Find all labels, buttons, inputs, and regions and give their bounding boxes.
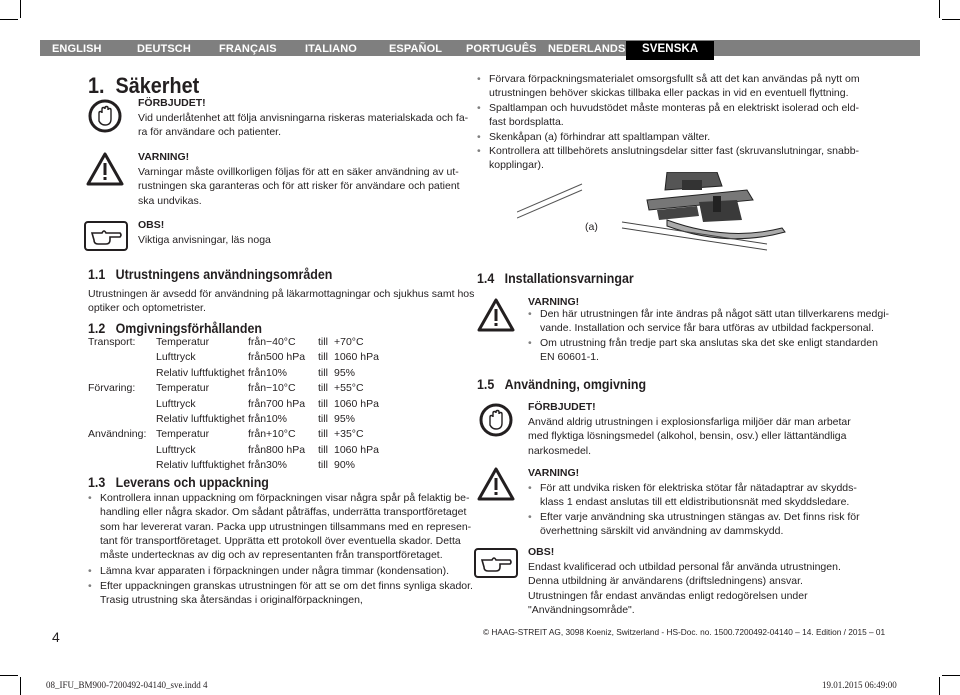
table-cell-param: Relativ luftfuktighet — [156, 413, 245, 425]
table-cell-v1: 10% — [266, 366, 288, 379]
table-cell-param: Relativ luftfuktighet — [156, 459, 245, 472]
lang-tab-nederlands[interactable]: NEDERLANDS — [548, 43, 626, 55]
table-cell-to: till — [318, 459, 328, 472]
table-cell-group: Transport: — [88, 336, 136, 348]
pointing-hand-note-icon — [84, 221, 128, 251]
table-cell-group: Förvaring: — [88, 382, 136, 395]
prohibition-label: FÖRBJUDET! — [528, 401, 596, 413]
list-item: • Kontrollera att tillbehörets anslutningsdelar sitter fast (skruvanslutningar, snabb- kopplingar). — [477, 144, 859, 173]
note-text: Viktiga anvisningar, läs noga — [138, 234, 271, 246]
prohibition-text: Använd aldrig utrustningen i explosionsfarliga miljöer där man arbetar med flyktiga lösningsmedel (alkohol, bensin, osv.) eller lättantändliga narkosmedel. — [528, 416, 851, 457]
table-cell-from: från — [248, 382, 267, 395]
paragraph-1-1: Utrustningen är avsedd för användning på läkarmottagningar och sjukhus samt hos optiker och optometrister. — [88, 288, 475, 315]
page-number: 4 — [52, 629, 60, 645]
pointing-hand-note-icon — [474, 548, 518, 578]
table-cell-from: från — [248, 428, 267, 441]
table-cell-v2: 95% — [334, 413, 356, 425]
warning-text — [138, 165, 460, 208]
table-cell-param: Temperatur — [156, 336, 210, 348]
table-cell-v2: 1060 hPa — [334, 443, 379, 456]
list-item: • För att undvika risken för elektriska stötar får nätadaptrar av skydds- klass 1 endast anslutas till ett eldistributionsnät med skyddsledare. — [528, 481, 857, 510]
heading-1-4: 1.4 Installationsvarningar — [477, 271, 634, 286]
list-item: • Om utrustning från tredje part ska anslutas ska det ske enligt standarden EN 60601-1. — [528, 336, 878, 365]
prohibition-line: Vid underlåtenhet att följa anvisningarna riskeras materialskada och fa- — [138, 112, 469, 124]
table-cell-from: från — [248, 397, 267, 410]
table-cell-v1: 800 hPa — [266, 443, 306, 456]
lang-tab-portugues[interactable]: PORTUGUÊS — [466, 43, 537, 55]
prohibition-hand-icon — [479, 403, 513, 437]
prohibition-line: ra för användare och patienter. — [138, 126, 282, 139]
copyright-line: © HAAG-STREIT AG, 3098 Koeniz, Switzerland - HS-Doc. no. 1500.7200492-04140 – 14. Edition / 2015 – 01 — [483, 627, 886, 637]
heading-1-5: 1.5 Användning, omgivning — [477, 377, 647, 392]
table-cell-from: från — [248, 351, 267, 364]
lang-tab-espanol[interactable]: ESPAÑOL — [389, 43, 443, 55]
table-cell-v2: +35°C — [334, 428, 364, 441]
heading-1-3: 1.3 Leverans och uppackning — [88, 475, 269, 490]
prohibition-hand-icon — [88, 99, 122, 133]
table-cell-v1: 700 hPa — [266, 397, 306, 410]
list-item: • Lämna kvar apparaten i förpackningen under några timmar (kondensation). — [88, 564, 449, 578]
table-cell-param: Relativ luftfuktighet — [156, 366, 245, 379]
table-cell-param: Lufttryck — [156, 443, 196, 456]
note-label: OBS! — [528, 546, 555, 558]
heading-1-2: 1.2 Omgivningsförhållanden — [88, 321, 262, 336]
table-cell-param: Lufttryck — [156, 397, 196, 410]
table-cell-to: till — [318, 397, 328, 410]
warning-label: VARNING! — [528, 467, 580, 479]
table-cell-v1: −10°C — [266, 382, 296, 395]
table-cell-from: från — [248, 413, 267, 425]
table-cell-to: till — [318, 428, 328, 441]
warning-triangle-icon — [477, 298, 515, 332]
warning-line: ska undvikas. — [138, 194, 202, 207]
table-cell-v2: +55°C — [334, 382, 364, 395]
table-cell-v1: 10% — [266, 413, 288, 425]
section-number: 1. — [88, 73, 105, 98]
table-cell-to: till — [318, 351, 328, 364]
table-cell-v2: 1060 hPa — [334, 351, 379, 364]
list-item: • Förvara förpackningsmaterialet omsorgsfullt så att det kan användas på nytt om utrustningen behöver skickas tillbaka eller packas in vid en eventuell flyttning. — [477, 72, 860, 101]
warning-triangle-icon — [477, 467, 515, 501]
table-cell-v1: −40°C — [266, 336, 296, 348]
slit-lamp-figure — [517, 172, 807, 254]
warning-label: VARNING! — [138, 151, 190, 163]
table-cell-from: från — [248, 459, 267, 472]
table-cell-param: Temperatur — [156, 382, 210, 395]
table-cell-v2: 1060 hPa — [334, 397, 379, 410]
note-text: Endast kvalificerad och utbildad personal får använda utrustningen. Denna utbildning är användarens (driftsledningens) ansvar. Utrustningen får endast användas enligt redogörelsen under "Användningsområde". — [528, 561, 841, 616]
table-cell-v1: 500 hPa — [266, 351, 306, 364]
table-cell-v1: +10°C — [266, 428, 296, 441]
figure-callout-label: (a) — [585, 221, 598, 233]
table-cell-to: till — [318, 366, 328, 379]
table-cell-v2: 90% — [334, 459, 356, 472]
table-cell-param: Temperatur — [156, 428, 210, 441]
table-cell-to: till — [318, 336, 328, 348]
lang-tab-deutsch[interactable]: DEUTSCH — [137, 43, 191, 55]
list-item: • Efter uppackningen granskas utrustningen för att se om det finns synliga skador. Trasig utrustning ska återsändas i originalförpackningen, — [88, 579, 473, 608]
list-item: • Skenkåpan (a) förhindrar att spaltlampan välter. — [477, 130, 710, 144]
table-cell-v1: 30% — [266, 459, 288, 472]
table-cell-from: från — [248, 336, 267, 348]
note-label: OBS! — [138, 219, 165, 231]
section-title-text: Säkerhet — [115, 73, 200, 98]
warning-triangle-icon — [86, 152, 124, 186]
table-cell-from: från — [248, 443, 267, 456]
footer-timestamp: 19.01.2015 06:49:00 — [822, 680, 897, 690]
table-cell-v2: +70°C — [334, 336, 364, 348]
footer-file-name: 08_IFU_BM900-7200492-04140_sve.indd 4 — [46, 680, 208, 690]
prohibition-text — [138, 111, 468, 140]
table-cell-group: Användning: — [88, 428, 147, 441]
list-item: • Den här utrustningen får inte ändras på något sätt utan tillverkarens medgi- vande. Installation och service får bara utföras av utbildad fackpersonal. — [528, 307, 889, 336]
warning-line: rustningen ska garanteras och för att risker för användare och patient — [138, 180, 460, 193]
heading-1-1: 1.1 Utrustningens användningsområden — [88, 267, 333, 282]
lang-tab-francais[interactable]: FRANÇAIS — [219, 43, 277, 55]
list-item: • Spaltlampan och huvudstödet måste monteras på en elektriskt isolerad och eld- fast bordsplatta. — [477, 101, 859, 130]
warning-label: VARNING! — [528, 296, 580, 308]
table-cell-param: Lufttryck — [156, 351, 196, 364]
list-item: • Kontrollera innan uppackning om förpackningen visar några spår på felaktig be- handling eller några skador. Om sådant påträffas, underrätta transportföretaget som har levererat varan. Packa upp utrustningen tillsammans med en represen- tant för transportföretaget. Upprätta ett protokoll över eventuella skador. Detta måste undertecknas av dig och av representanten från transportföretaget. — [88, 491, 471, 562]
table-cell-v2: 95% — [334, 366, 356, 379]
prohibition-label: FÖRBJUDET! — [138, 97, 206, 109]
section-title — [88, 73, 199, 99]
table-cell-to: till — [318, 382, 328, 395]
table-cell-to: till — [318, 413, 328, 425]
lang-tab-english[interactable]: ENGLISH — [52, 43, 102, 55]
table-cell-from: från — [248, 366, 267, 379]
lang-tab-italiano[interactable]: ITALIANO — [305, 43, 357, 55]
warning-line: Varningar måste ovillkorligen följas för att en säker användning av ut- — [138, 166, 459, 178]
list-item: • Efter varje användning ska utrustningen stängas av. Det finns risk för överhettning särskilt vid användning av dammskydd. — [528, 510, 860, 539]
table-cell-to: till — [318, 443, 328, 456]
lang-tab-svenska[interactable]: SVENSKA — [626, 41, 714, 60]
